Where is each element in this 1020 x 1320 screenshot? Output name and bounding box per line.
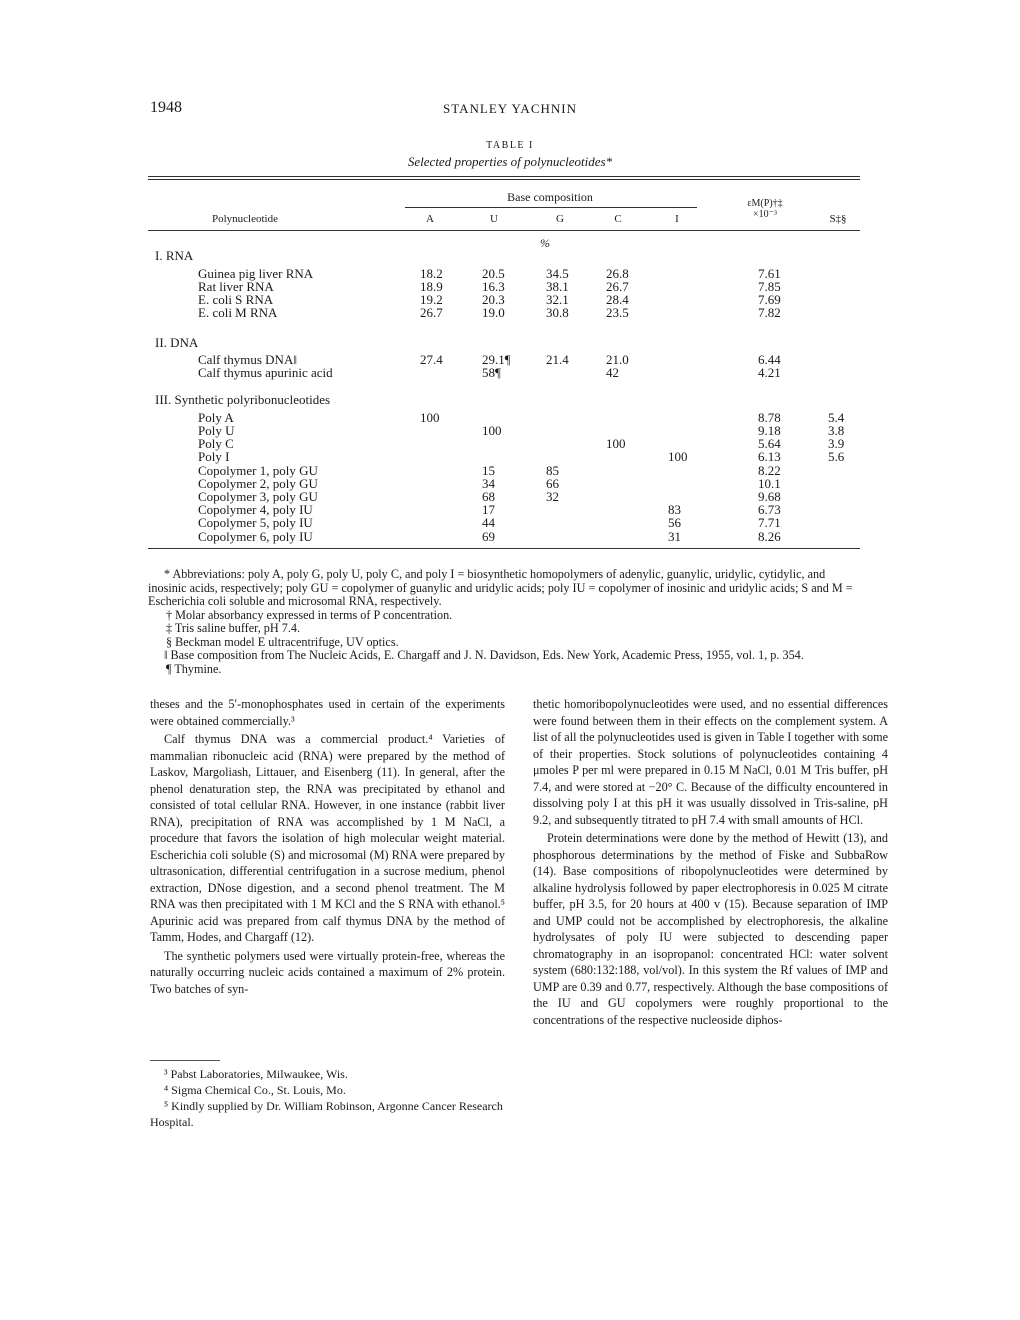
section-rna: I. RNA (155, 248, 194, 263)
cell-U: 68 (482, 489, 495, 504)
cell-A: 18.9 (420, 279, 443, 294)
cell-C: 100 (606, 436, 626, 451)
cell-I: 31 (668, 529, 681, 544)
cell-G: 30.8 (546, 305, 569, 320)
table-top-rule-2 (148, 179, 860, 180)
row-name: Copolymer 1, poly GU (198, 463, 318, 478)
cell-E: 6.44 (758, 352, 781, 367)
table-caption: Selected properties of polynucleotides* (407, 154, 613, 169)
cell-E: 5.64 (758, 436, 781, 451)
row-name: E. coli S RNA (198, 292, 274, 307)
cell-C: 26.7 (606, 279, 629, 294)
cell-A: 27.4 (420, 352, 443, 367)
cell-G: 85 (546, 463, 559, 478)
col-header-I: I (675, 213, 679, 225)
cell-C: 21.0 (606, 352, 629, 367)
body-paragraph: Protein determinations were done by the method of Hewitt (13), and phosphorous determinations by the method of Fiske and SubbaRow (14). Base compositions of ribopolynucleotides were determined by alkaline hydrolysis followed by paper electrophoresis in 0.025 M citrate buffer, pH 3.5, for 20 hours at 400 v (15). Because separation of IMP and UMP could not be accomplished by electrophoresis, the alkaline hydrolysates of poly IU were subjected to descending paper chromatography in an isopropanol: concentrated HCl: water solvent system (680:132:188, vol/vol). In this system the Rf values of IMP and UMP are 0.39 and 0.77, respectively. Although the base compositions of the IU and GU copolymers were roughly proportional to the concentrations of the respective nucleoside diphos- (533, 831, 888, 1027)
row-name: Poly I (198, 449, 230, 464)
col-header-C: C (614, 213, 622, 225)
percent-unit-label: % (540, 236, 550, 250)
col-header-A: A (426, 213, 434, 225)
row-name: Poly U (198, 423, 235, 438)
page-number: 1948 (150, 99, 182, 116)
cell-A: 19.2 (420, 292, 443, 307)
row-name: Poly A (198, 410, 234, 425)
cell-E: 4.21 (758, 365, 781, 380)
cell-C: 23.5 (606, 305, 629, 320)
table-footnote: † Molar absorbancy expressed in terms of P concentration. (166, 607, 453, 622)
col-header-S: S‡§ (829, 213, 847, 225)
cell-C: 26.8 (606, 266, 629, 281)
page-footnotes (150, 1066, 510, 1130)
cell-E: 9.18 (758, 423, 781, 438)
table-top-rule (148, 176, 860, 177)
running-title: STANLEY YACHNIN (443, 101, 577, 116)
row-name: Copolymer 3, poly GU (198, 489, 318, 504)
body-column-right (533, 696, 888, 1030)
cell-E: 7.82 (758, 305, 781, 320)
col-header-eps-line2: ×10⁻³ (753, 209, 777, 220)
page-footnote: ⁴ Sigma Chemical Co., St. Louis, Mo. (164, 1083, 346, 1097)
cell-G: 66 (546, 476, 559, 491)
table-label: TABLE I (486, 140, 534, 151)
cell-C: 28.4 (606, 292, 629, 307)
cell-U: 19.0 (482, 305, 505, 320)
cell-E: 7.61 (758, 266, 781, 281)
cell-I: 56 (668, 515, 681, 530)
row-name: Copolymer 5, poly IU (198, 515, 313, 530)
row-name: Calf thymus DNA‖ (198, 352, 297, 367)
base-composition-header: Base composition (507, 190, 593, 204)
col-header-eps-line1: εM(P)†‡ (747, 198, 783, 209)
cell-A: 18.2 (420, 266, 443, 281)
col-header-polynucleotide: Polynucleotide (212, 213, 278, 225)
row-name: Copolymer 4, poly IU (198, 502, 313, 517)
cell-A: 100 (420, 410, 440, 425)
body-paragraph: The synthetic polymers used were virtually protein-free, whereas the naturally occurring nucleic acids contained a maximum of 2% protein. Two batches of syn- (150, 948, 505, 996)
row-name: E. coli M RNA (198, 305, 278, 320)
cell-G: 32 (546, 489, 559, 504)
cell-I: 100 (668, 449, 688, 464)
cell-S: 5.6 (828, 449, 845, 464)
cell-A: 26.7 (420, 305, 443, 320)
cell-G: 34.5 (546, 266, 569, 281)
row-name: Copolymer 2, poly GU (198, 476, 318, 491)
cell-E: 7.71 (758, 515, 781, 530)
row-name: Poly C (198, 436, 234, 451)
table-footnote: ‡ Tris saline buffer, pH 7.4. (166, 621, 301, 635)
body-paragraph: theses and the 5′-monophosphates used in certain of the experiments were obtained commercially.³ (150, 697, 505, 728)
cell-S: 3.8 (828, 423, 845, 438)
table-footnote: ‖ Base composition from The Nucleic Acids, E. Chargaff and J. N. Davidson, Eds. New York, Academic Press, 1955, vol. 1, p. 354. (164, 648, 804, 662)
page-footnote: ⁵ Kindly supplied by Dr. William Robinson, Argonne Cancer Research Hospital. (150, 1099, 503, 1129)
cell-U: 58¶ (482, 365, 501, 380)
cell-U: 20.5 (482, 266, 505, 281)
cell-E: 6.13 (758, 449, 781, 464)
table-footnote: ¶ Thymine. (166, 661, 222, 676)
cell-U: 15 (482, 463, 495, 478)
table-footnote: § Beckman model E ultracentrifuge, UV optics. (166, 634, 399, 649)
table-header-rule (148, 230, 860, 231)
cell-I: 83 (668, 502, 681, 517)
cell-G: 38.1 (546, 279, 569, 294)
cell-E: 6.73 (758, 502, 781, 517)
col-header-molar-absorbancy (725, 198, 805, 220)
cell-G: 21.4 (546, 352, 569, 367)
cell-U: 20.3 (482, 292, 505, 307)
cell-E: 8.26 (758, 529, 781, 544)
col-header-U: U (490, 213, 498, 225)
table-footnote: * Abbreviations: poly A, poly G, poly U, poly C, and poly I = biosynthetic homopolymers of adenylic, guanylic, uridylic, cytidylic, and inosinic acids, respectively; poly GU = copolymer of guanylic and uridylic acids; poly IU = copolymer of inosinic and uridylic acids; S and M = Escherichia coli soluble and microsomal RNA, respectively. (148, 567, 853, 608)
row-name: Copolymer 6, poly IU (198, 529, 313, 544)
cell-C: 42 (606, 365, 619, 380)
cell-U: 44 (482, 515, 495, 530)
base-composition-rule (405, 207, 697, 208)
col-header-G: G (556, 213, 564, 225)
section-synthetic: III. Synthetic polyribonucleotides (155, 392, 331, 407)
page-footnote: ³ Pabst Laboratories, Milwaukee, Wis. (164, 1067, 348, 1081)
cell-G: 32.1 (546, 292, 569, 307)
table-bottom-rule (148, 548, 860, 549)
cell-U: 29.1¶ (482, 352, 511, 367)
footnote-rule (150, 1060, 220, 1061)
cell-E: 8.78 (758, 410, 781, 425)
section-dna: II. DNA (155, 335, 199, 350)
cell-U: 100 (482, 423, 502, 438)
cell-U: 16.3 (482, 279, 505, 294)
cell-U: 34 (482, 476, 495, 491)
cell-E: 7.85 (758, 279, 781, 294)
row-name: Rat liver RNA (198, 279, 274, 294)
cell-S: 3.9 (828, 436, 845, 451)
body-column-left (150, 696, 505, 999)
table-footnotes (148, 568, 863, 676)
body-paragraph: thetic homoribopolynucleotides were used, and no essential differences were found between them in their effects on the complement system. A list of all the polynucleotides used is given in Table I together with some of their properties. Stock solutions of polynucleotides containing 4 μmoles P per ml were prepared in 0.15 M NaCl, 0.01 M Tris buffer, pH 7.4, and were stored at −20° C. Because of the difficulty encountered in dissolving poly I at this pH it was usually dissolved in Tris-saline, pH 9.2, and subsequently titrated to pH 7.4 with small amounts of HCl. (533, 697, 888, 827)
cell-E: 9.68 (758, 489, 781, 504)
row-name: Calf thymus apurinic acid (198, 365, 333, 380)
row-name: Guinea pig liver RNA (198, 266, 314, 281)
cell-E: 8.22 (758, 463, 781, 478)
cell-U: 17 (482, 502, 495, 517)
body-paragraph: Calf thymus DNA was a commercial product.⁴ Varieties of mammalian ribonucleic acid (RNA) were prepared by the method of Laskov, Margoliash, Littauer, and Eisenberg (11). In general, after the phenol denaturation step, the RNA was precipitated by ethanol and consisted of total cellular RNA. However, in one instance (rabbit liver RNA), precipitation of RNA was accomplished by 1 M NaCl, a procedure that favors the isolation of high molecular weight material. Escherichia coli soluble (S) and microsomal (M) RNA were prepared by ultrasonication, differential centrifugation in a sucrose medium, phenol extraction, DNose digestion, and a second phenol treatment. The M RNA was then precipitated with 1 M KCl and the S RNA with ethanol.⁵ Apurinic acid was prepared from calf thymus DNA by the method of Tamm, Hodes, and Chargaff (12). (150, 732, 505, 944)
cell-E: 10.1 (758, 476, 781, 491)
cell-E: 7.69 (758, 292, 781, 307)
cell-U: 69 (482, 529, 495, 544)
cell-S: 5.4 (828, 410, 845, 425)
